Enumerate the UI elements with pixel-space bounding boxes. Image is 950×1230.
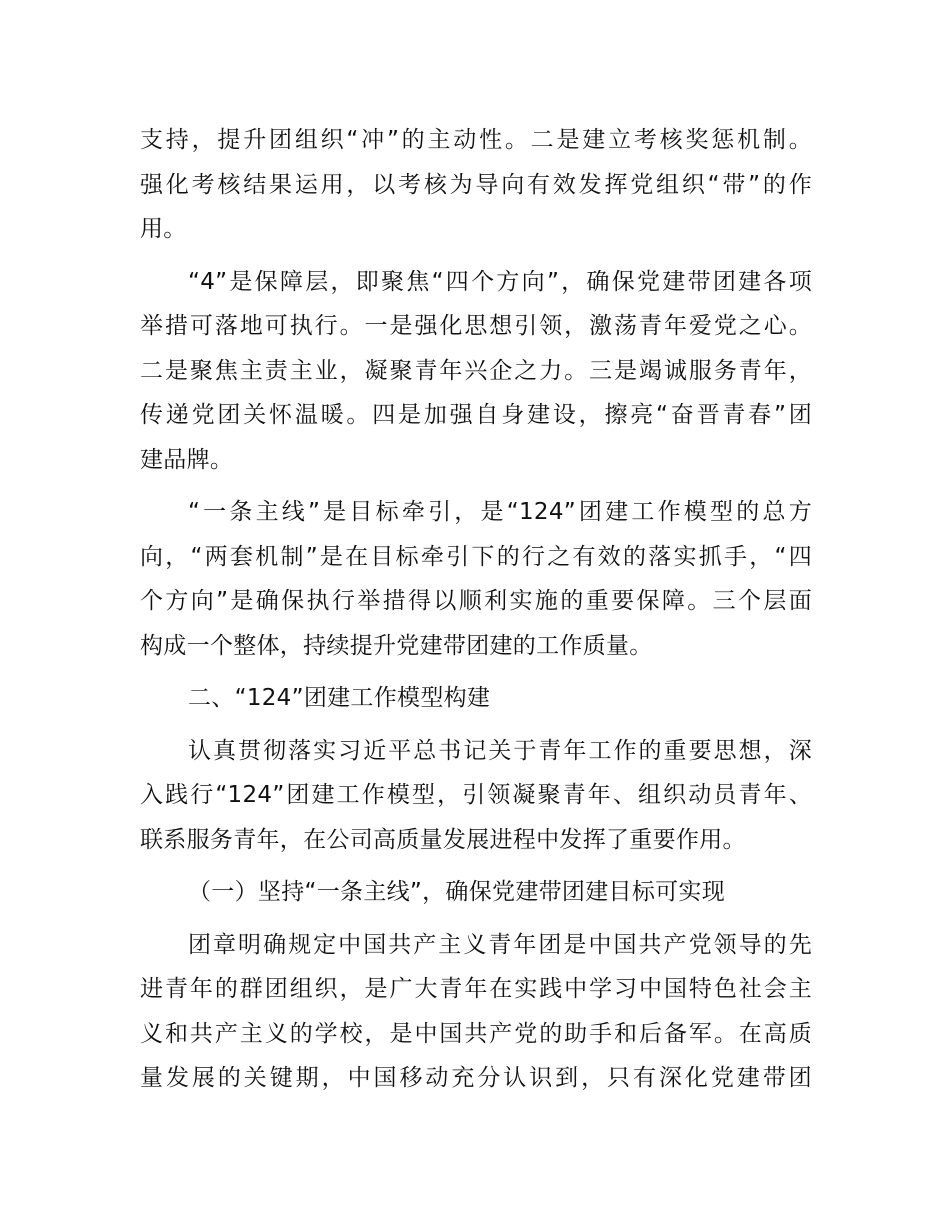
section-heading: 二、“124”团建工作模型构建 — [188, 685, 491, 711]
text-line: 认真贯彻落实习近平总书记关于青年工作的重要思想，深 — [188, 737, 812, 764]
paragraph-2 — [140, 260, 812, 483]
paragraph-1 — [140, 118, 812, 252]
text-line: 构成一个整体，持续提升党建带团建的工作质量。 — [140, 632, 653, 659]
text-line: 二是聚焦主责主业，凝聚青年兴企之力。三是竭诚服务青年， — [140, 357, 812, 384]
text-line: 用。 — [140, 216, 187, 242]
text-line: “一条主线”是目标牵引，是“124”团建工作模型的总方 — [188, 499, 812, 525]
text-line: 义和共产主义的学校，是中国共产党的助手和后备军。在高质 — [140, 1020, 812, 1047]
paragraph-3 — [140, 490, 812, 668]
text-line: 建品牌。 — [140, 446, 234, 473]
text-line: 进青年的群团组织，是广大青年在实践中学习中国特色社会主 — [140, 976, 812, 1002]
text-line: 团章明确规定中国共产主义青年团是中国共产党领导的先 — [188, 931, 812, 958]
text-line: “4”是保障层，即聚焦“四个方向”，确保党建带团建各项 — [188, 268, 812, 295]
paragraph-5 — [140, 923, 812, 1101]
subsection-heading: （一）坚持“一条主线”，确保党建带团建目标可实现 — [188, 879, 726, 905]
text-line: 入践行“124”团建工作模型，引领凝聚青年、组织动员青年、 — [140, 782, 812, 808]
paragraph-4 — [140, 729, 812, 863]
document-body — [140, 118, 812, 1109]
text-line: 量发展的关键期，中国移动充分认识到，只有深化党建带团 — [140, 1065, 812, 1091]
text-line: 支持，提升团组织“冲”的主动性。二是建立考核奖惩机制。 — [140, 127, 812, 153]
text-line: 个方向”是确保执行举措得以顺利实施的重要保障。三个层面 — [140, 588, 812, 614]
text-line: 举措可落地可执行。一是强化思想引领，激荡青年爱党之心。 — [140, 313, 812, 339]
text-line: 传递党团关怀温暖。四是加强自身建设，擦亮“奋晋青春”团 — [140, 402, 812, 428]
text-line: 联系服务青年，在公司高质量发展进程中发挥了重要作用。 — [140, 826, 746, 853]
text-line: 向，“两套机制”是在目标牵引下的行之有效的落实抓手，“四 — [140, 543, 812, 570]
text-line: 强化考核结果运用，以考核为导向有效发挥党组织“带”的作 — [140, 171, 812, 198]
